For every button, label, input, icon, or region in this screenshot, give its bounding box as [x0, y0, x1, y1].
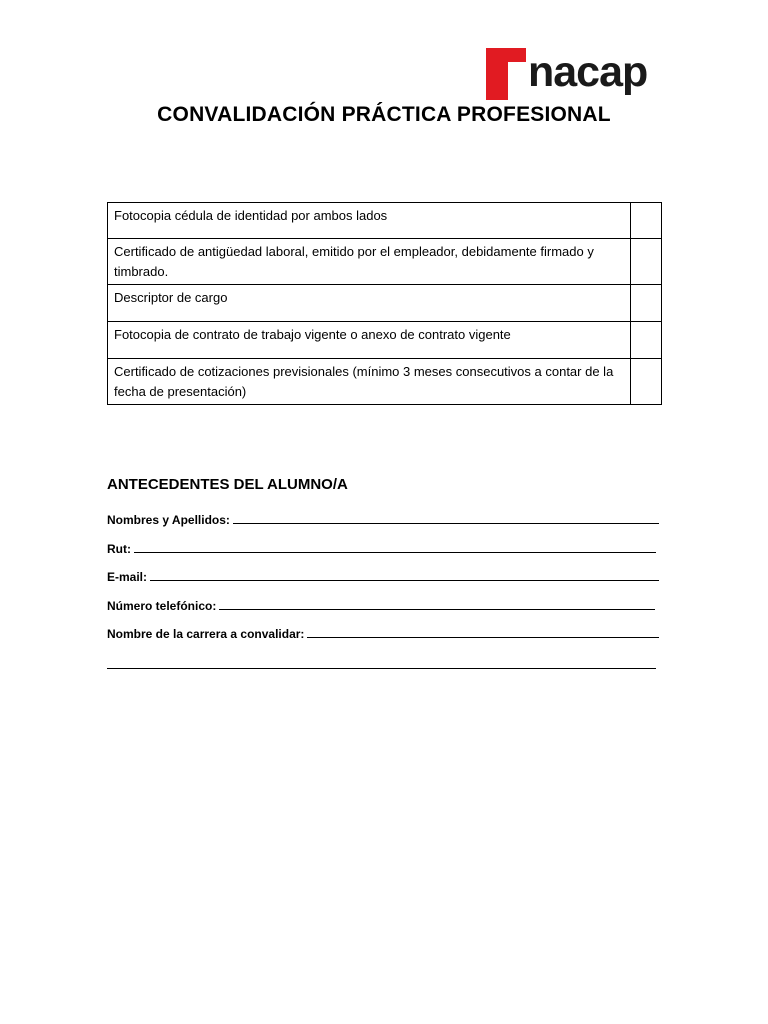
requirement-checkbox[interactable]	[631, 322, 662, 359]
page-title: CONVALIDACIÓN PRÁCTICA PROFESIONAL	[157, 103, 611, 126]
requirement-row	[108, 285, 662, 322]
career-input-line[interactable]	[307, 625, 659, 638]
requirement-text: Fotocopia de contrato de trabajo vigente o anexo de contrato vigente	[108, 322, 631, 359]
field-label: Número telefónico:	[107, 599, 217, 613]
section-title-student: ANTECEDENTES DEL ALUMNO/A	[107, 476, 348, 493]
rut-input-line[interactable]	[134, 540, 656, 553]
field-phone	[107, 597, 655, 613]
field-full-name	[107, 511, 659, 527]
field-label: Rut:	[107, 542, 131, 556]
field-label: Nombre de la carrera a convalidar:	[107, 627, 305, 641]
field-email	[107, 568, 659, 584]
inacap-logo-mark	[486, 48, 526, 100]
requirement-checkbox[interactable]	[631, 285, 662, 322]
requirement-row	[108, 203, 662, 239]
full-name-input-line[interactable]	[233, 511, 659, 524]
field-label: E-mail:	[107, 570, 148, 584]
requirement-checkbox[interactable]	[631, 239, 662, 285]
field-career	[107, 625, 659, 641]
requirements-table	[107, 202, 662, 405]
requirement-row	[108, 359, 662, 405]
requirement-checkbox[interactable]	[631, 203, 662, 239]
requirement-row	[108, 322, 662, 359]
requirement-text: Certificado de antigüedad laboral, emitido por el empleador, debidamente firmado y timbrado.	[108, 239, 631, 285]
inacap-logo	[486, 48, 662, 100]
field-label: Nombres y Apellidos:	[107, 513, 230, 527]
requirement-checkbox[interactable]	[631, 359, 662, 405]
phone-input-line[interactable]	[219, 597, 655, 610]
requirement-text: Certificado de cotizaciones previsionales (mínimo 3 meses consecutivos a contar de la fecha de presentación)	[108, 359, 631, 405]
email-input-line[interactable]	[150, 568, 659, 581]
field-rut	[107, 540, 656, 556]
requirement-text: Descriptor de cargo	[108, 285, 631, 322]
requirement-text: Fotocopia cédula de identidad por ambos lados	[108, 203, 631, 239]
logo-wordmark: nacap	[528, 48, 648, 96]
career-continuation-line[interactable]	[107, 668, 656, 669]
requirement-row	[108, 239, 662, 285]
